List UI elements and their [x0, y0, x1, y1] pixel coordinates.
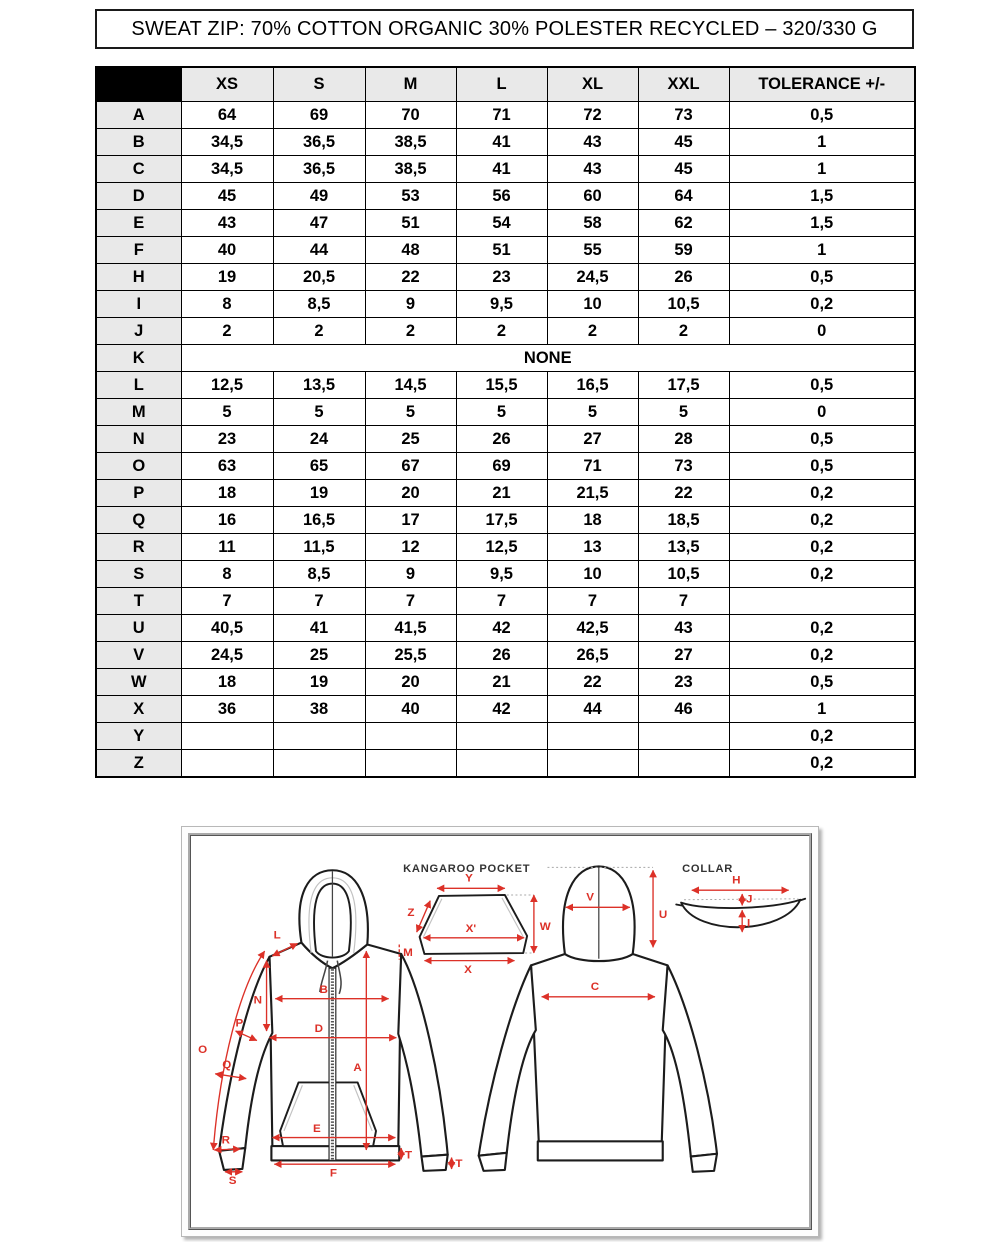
- pocket-detail: [403, 863, 551, 976]
- value-cell: 23: [456, 264, 547, 291]
- col-header-xl: XL: [547, 67, 638, 102]
- value-cell: 42,5: [547, 615, 638, 642]
- value-cell: 27: [638, 642, 729, 669]
- tolerance-cell: 0,5: [729, 453, 915, 480]
- value-cell: 5: [365, 399, 456, 426]
- dim-label-A: A: [353, 1062, 362, 1074]
- tolerance-cell: 1,5: [729, 210, 915, 237]
- tolerance-cell: 1: [729, 156, 915, 183]
- value-cell: 41: [456, 156, 547, 183]
- tolerance-cell: 0,5: [729, 264, 915, 291]
- value-cell: 10: [547, 291, 638, 318]
- value-cell: [181, 750, 273, 778]
- row-label: T: [96, 588, 181, 615]
- table-row: [96, 750, 915, 778]
- table-row: [96, 291, 915, 318]
- value-cell: 2: [273, 318, 365, 345]
- dim-T-cuff: [452, 1158, 463, 1170]
- value-cell: 22: [638, 480, 729, 507]
- tolerance-cell: 0,2: [729, 723, 915, 750]
- dim-label-I: I: [747, 917, 751, 930]
- dim-T-hem: [401, 1148, 412, 1161]
- dim-label-J: J: [746, 893, 753, 906]
- col-header-m: M: [365, 67, 456, 102]
- back-right-sleeve: [663, 965, 717, 1156]
- table-row: [96, 696, 915, 723]
- table-row: [96, 318, 915, 345]
- table-row: [96, 615, 915, 642]
- back-left-sleeve: [479, 965, 536, 1155]
- dim-label-S: S: [228, 1175, 237, 1188]
- dim-label-Y: Y: [465, 872, 473, 885]
- front-left-cuff: [219, 1148, 245, 1170]
- row-label: P: [96, 480, 181, 507]
- value-cell: 45: [181, 183, 273, 210]
- value-cell: 70: [365, 102, 456, 129]
- value-cell: 9,5: [456, 561, 547, 588]
- table-row: [96, 210, 915, 237]
- row-label: C: [96, 156, 181, 183]
- value-cell: 64: [181, 102, 273, 129]
- value-cell: 46: [638, 696, 729, 723]
- table-row: [96, 426, 915, 453]
- value-cell: 21: [456, 480, 547, 507]
- dim-label-R: R: [221, 1134, 231, 1147]
- value-cell: 7: [638, 588, 729, 615]
- value-cell: 53: [365, 183, 456, 210]
- value-cell: [638, 750, 729, 778]
- value-cell: 26: [456, 642, 547, 669]
- value-cell: 42: [456, 615, 547, 642]
- row-label: N: [96, 426, 181, 453]
- dim-label-B: B: [319, 984, 328, 996]
- tolerance-cell: 0: [729, 399, 915, 426]
- sheet-title: SWEAT ZIP: 70% COTTON ORGANIC 30% POLESTER RECYCLED – 320/330 G: [131, 17, 878, 40]
- row-label: A: [96, 102, 181, 129]
- value-cell: 18: [181, 669, 273, 696]
- table-row: [96, 372, 915, 399]
- dim-label-T-cuff: T: [455, 1158, 463, 1171]
- value-cell: 45: [638, 156, 729, 183]
- row-label: I: [96, 291, 181, 318]
- table-row: [96, 480, 915, 507]
- size-chart-table: [95, 66, 916, 778]
- value-cell: [273, 750, 365, 778]
- value-cell: 58: [547, 210, 638, 237]
- tolerance-cell: 0,5: [729, 102, 915, 129]
- value-cell: 7: [365, 588, 456, 615]
- value-cell: 15,5: [456, 372, 547, 399]
- dim-J: [742, 894, 752, 906]
- row-label: O: [96, 453, 181, 480]
- value-cell: 7: [547, 588, 638, 615]
- value-cell: 71: [547, 453, 638, 480]
- value-cell: 18: [547, 507, 638, 534]
- value-cell: 10: [547, 561, 638, 588]
- value-cell: 5: [456, 399, 547, 426]
- value-cell: 23: [638, 669, 729, 696]
- value-cell: 20: [365, 480, 456, 507]
- value-cell: 19: [273, 480, 365, 507]
- value-cell: 36,5: [273, 156, 365, 183]
- value-cell: 27: [547, 426, 638, 453]
- value-cell: 21,5: [547, 480, 638, 507]
- value-cell: 9: [365, 561, 456, 588]
- value-cell: 16: [181, 507, 273, 534]
- value-cell: [638, 723, 729, 750]
- value-cell: 11: [181, 534, 273, 561]
- tolerance-cell: 0: [729, 318, 915, 345]
- tolerance-cell: 1: [729, 129, 915, 156]
- value-cell: 43: [638, 615, 729, 642]
- table-row: [96, 453, 915, 480]
- dim-label-X-prime: X': [465, 923, 477, 936]
- table-row: [96, 156, 915, 183]
- value-cell: 34,5: [181, 129, 273, 156]
- dim-label-N: N: [253, 994, 263, 1007]
- value-cell: 25: [365, 426, 456, 453]
- collar-guide: [684, 899, 798, 900]
- row-label: M: [96, 399, 181, 426]
- table-row: [96, 129, 915, 156]
- value-cell: [456, 723, 547, 750]
- table-row: [96, 183, 915, 210]
- table-row: [96, 561, 915, 588]
- dim-H: [692, 875, 789, 891]
- dim-label-M: M: [403, 946, 413, 959]
- value-cell: 54: [456, 210, 547, 237]
- value-cell: 48: [365, 237, 456, 264]
- back-hem-band: [538, 1141, 663, 1160]
- value-cell: 22: [365, 264, 456, 291]
- value-cell: 23: [181, 426, 273, 453]
- back-body: [531, 954, 668, 1141]
- back-right-cuff: [691, 1154, 717, 1172]
- value-cell: 44: [547, 696, 638, 723]
- value-cell: [181, 723, 273, 750]
- dim-X: [424, 961, 514, 976]
- value-cell: 67: [365, 453, 456, 480]
- value-cell: 12: [365, 534, 456, 561]
- value-cell: 5: [181, 399, 273, 426]
- front-right-cuff: [422, 1155, 448, 1171]
- value-cell: 24,5: [181, 642, 273, 669]
- dim-label-H: H: [732, 874, 741, 887]
- value-cell: 25,5: [365, 642, 456, 669]
- row-label: U: [96, 615, 181, 642]
- measurement-diagram: [191, 836, 809, 1227]
- value-cell: 38,5: [365, 156, 456, 183]
- table-row: [96, 399, 915, 426]
- value-cell: 51: [456, 237, 547, 264]
- tolerance-cell: 1: [729, 696, 915, 723]
- header-row: [96, 67, 915, 102]
- value-cell: 59: [638, 237, 729, 264]
- value-cell: 10,5: [638, 561, 729, 588]
- value-cell: 60: [547, 183, 638, 210]
- collar-detail-title: COLLAR: [682, 863, 734, 876]
- value-cell: 2: [181, 318, 273, 345]
- row-label: F: [96, 237, 181, 264]
- value-cell: 17,5: [638, 372, 729, 399]
- value-cell: 69: [273, 102, 365, 129]
- row-label: Y: [96, 723, 181, 750]
- value-cell: 38,5: [365, 129, 456, 156]
- tolerance-cell: 0,2: [729, 615, 915, 642]
- value-cell: 7: [456, 588, 547, 615]
- value-cell: 69: [456, 453, 547, 480]
- dim-S: [225, 1172, 242, 1187]
- value-cell: 8,5: [273, 561, 365, 588]
- value-cell: 12,5: [181, 372, 273, 399]
- table-row: [96, 642, 915, 669]
- value-cell: 16,5: [273, 507, 365, 534]
- value-cell: 22: [547, 669, 638, 696]
- value-cell: 62: [638, 210, 729, 237]
- dim-label-O: O: [198, 1043, 208, 1056]
- value-cell: 43: [547, 129, 638, 156]
- value-cell: 18,5: [638, 507, 729, 534]
- row-label: L: [96, 372, 181, 399]
- value-cell: 41: [456, 129, 547, 156]
- table-row: [96, 723, 915, 750]
- tolerance-cell: 1: [729, 237, 915, 264]
- table-row: [96, 588, 915, 615]
- row-label: W: [96, 669, 181, 696]
- table-row: [96, 237, 915, 264]
- pocket-detail-title: KANGAROO POCKET: [403, 863, 531, 876]
- value-cell: 40: [181, 237, 273, 264]
- dim-label-U: U: [658, 908, 668, 921]
- value-cell: [273, 723, 365, 750]
- value-cell: 14,5: [365, 372, 456, 399]
- value-cell: [365, 750, 456, 778]
- value-cell: 16,5: [547, 372, 638, 399]
- row-label: B: [96, 129, 181, 156]
- col-header-l: L: [456, 67, 547, 102]
- value-cell: [547, 750, 638, 778]
- dim-label-W: W: [539, 921, 551, 934]
- value-cell: 13,5: [638, 534, 729, 561]
- value-cell: 5: [638, 399, 729, 426]
- value-cell: 19: [181, 264, 273, 291]
- front-right-sleeve: [398, 954, 447, 1157]
- value-cell: 19: [273, 669, 365, 696]
- dim-W: [534, 895, 551, 953]
- table-row: [96, 345, 915, 372]
- row-label: E: [96, 210, 181, 237]
- dim-label-Z: Z: [407, 906, 415, 919]
- row-label: J: [96, 318, 181, 345]
- value-cell: 73: [638, 102, 729, 129]
- diagram-frame: [181, 826, 819, 1237]
- value-cell: 72: [547, 102, 638, 129]
- value-cell: 34,5: [181, 156, 273, 183]
- value-cell: 13: [547, 534, 638, 561]
- value-cell: 41,5: [365, 615, 456, 642]
- dim-label-L: L: [273, 929, 281, 942]
- value-cell: 41: [273, 615, 365, 642]
- value-cell: 2: [456, 318, 547, 345]
- value-cell: 71: [456, 102, 547, 129]
- value-cell: 5: [273, 399, 365, 426]
- row-label: H: [96, 264, 181, 291]
- row-label: Q: [96, 507, 181, 534]
- table-row: [96, 669, 915, 696]
- tolerance-cell: 0,2: [729, 561, 915, 588]
- diagram-frame-inner: [188, 833, 812, 1230]
- value-cell: 43: [181, 210, 273, 237]
- tolerance-cell: 0,2: [729, 507, 915, 534]
- size-table-body: [96, 102, 915, 778]
- value-cell: 7: [181, 588, 273, 615]
- tolerance-cell: 1,5: [729, 183, 915, 210]
- value-cell: 13,5: [273, 372, 365, 399]
- value-cell: 20: [365, 669, 456, 696]
- value-cell: 42: [456, 696, 547, 723]
- table-row: [96, 534, 915, 561]
- value-cell: 24: [273, 426, 365, 453]
- value-cell: 10,5: [638, 291, 729, 318]
- value-cell: 65: [273, 453, 365, 480]
- dim-label-F: F: [329, 1167, 337, 1180]
- value-cell: 36: [181, 696, 273, 723]
- value-cell: 40: [365, 696, 456, 723]
- col-header-s: S: [273, 67, 365, 102]
- value-cell: [365, 723, 456, 750]
- value-cell: 21: [456, 669, 547, 696]
- value-cell: 56: [456, 183, 547, 210]
- table-row: [96, 507, 915, 534]
- tolerance-cell: 0,5: [729, 669, 915, 696]
- value-cell: 12,5: [456, 534, 547, 561]
- tolerance-cell: 0,5: [729, 372, 915, 399]
- dim-label-C: C: [590, 981, 600, 994]
- dim-label-D: D: [314, 1023, 324, 1035]
- dim-label-X: X: [464, 964, 472, 976]
- tolerance-cell: 0,5: [729, 426, 915, 453]
- table-row: [96, 102, 915, 129]
- value-cell: 5: [547, 399, 638, 426]
- value-cell: 2: [547, 318, 638, 345]
- value-cell: 26: [638, 264, 729, 291]
- value-cell: 8: [181, 291, 273, 318]
- corner-cell: [96, 67, 181, 102]
- front-zipper: [329, 968, 336, 1160]
- tolerance-cell: 0,2: [729, 642, 915, 669]
- value-cell: 9: [365, 291, 456, 318]
- row-label: R: [96, 534, 181, 561]
- dim-label-Q: Q: [222, 1059, 232, 1072]
- front-pocket: [280, 1082, 376, 1146]
- sheet-title-box: [95, 9, 914, 49]
- value-cell: 9,5: [456, 291, 547, 318]
- value-cell: 25: [273, 642, 365, 669]
- value-cell: 11,5: [273, 534, 365, 561]
- row-label: D: [96, 183, 181, 210]
- value-cell: 2: [638, 318, 729, 345]
- value-cell: 49: [273, 183, 365, 210]
- value-cell: 17: [365, 507, 456, 534]
- col-header-xs: XS: [181, 67, 273, 102]
- value-cell: [547, 723, 638, 750]
- value-cell: 45: [638, 129, 729, 156]
- value-cell: 36,5: [273, 129, 365, 156]
- value-cell: 2: [365, 318, 456, 345]
- dim-label-P: P: [235, 1017, 244, 1030]
- tolerance-cell: [729, 588, 915, 615]
- row-label: K: [96, 345, 181, 372]
- value-cell: 26: [456, 426, 547, 453]
- dim-label-T-hem: T: [405, 1149, 413, 1162]
- value-cell: 17,5: [456, 507, 547, 534]
- row-label: S: [96, 561, 181, 588]
- value-cell: 64: [638, 183, 729, 210]
- row-label: X: [96, 696, 181, 723]
- value-cell: 24,5: [547, 264, 638, 291]
- value-cell: 26,5: [547, 642, 638, 669]
- value-cell: 44: [273, 237, 365, 264]
- value-cell: [456, 750, 547, 778]
- merged-cell: NONE: [181, 345, 915, 372]
- value-cell: 8: [181, 561, 273, 588]
- tolerance-cell: 0,2: [729, 750, 915, 778]
- table-row: [96, 264, 915, 291]
- value-cell: 38: [273, 696, 365, 723]
- value-cell: 73: [638, 453, 729, 480]
- dim-U: [653, 870, 667, 947]
- value-cell: 51: [365, 210, 456, 237]
- back-left-cuff: [479, 1153, 507, 1171]
- tolerance-cell: 0,2: [729, 534, 915, 561]
- col-header-xxl: XXL: [638, 67, 729, 102]
- dim-label-E: E: [313, 1122, 321, 1135]
- dim-F: [274, 1164, 395, 1179]
- value-cell: 18: [181, 480, 273, 507]
- value-cell: 43: [547, 156, 638, 183]
- value-cell: 40,5: [181, 615, 273, 642]
- collar-shape: [681, 900, 800, 928]
- tolerance-cell: 0,2: [729, 291, 915, 318]
- value-cell: 7: [273, 588, 365, 615]
- row-label: V: [96, 642, 181, 669]
- value-cell: 20,5: [273, 264, 365, 291]
- col-header-tolerance: TOLERANCE +/-: [729, 67, 915, 102]
- collar-detail: [676, 863, 805, 932]
- tolerance-cell: 0,2: [729, 480, 915, 507]
- value-cell: 8,5: [273, 291, 365, 318]
- value-cell: 63: [181, 453, 273, 480]
- row-label: Z: [96, 750, 181, 778]
- dim-label-V: V: [586, 891, 594, 904]
- value-cell: 28: [638, 426, 729, 453]
- value-cell: 55: [547, 237, 638, 264]
- value-cell: 47: [273, 210, 365, 237]
